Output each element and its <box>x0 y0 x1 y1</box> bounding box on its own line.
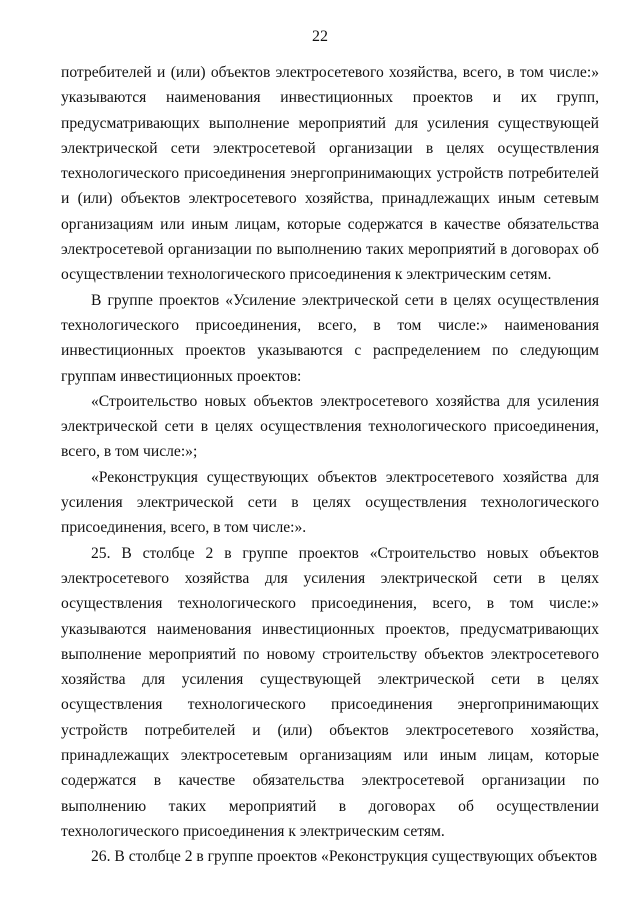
paragraph-group-reinforcement: В группе проектов «Усиление электрической сети в целях осуществления технологического присоединения, всего, в том числе:» наименования инвестиционных проектов указываются с распределением по следующим группам инвестиционных проектов: <box>61 291 599 385</box>
document-body <box>61 60 599 870</box>
paragraph-reconstruction-group: «Реконструкция существующих объектов электросетевого хозяйства для усиления электрической сети в целях осуществления технологического присоединения, всего, в том числе:». <box>61 468 599 537</box>
paragraph-item-25: 25. В столбце 2 в группе проектов «Строительство новых объектов электросетевого хозяйства для усиления электрической сети в целях осуществления технологического присоединения, всего, в том числе:» указываются наименования инвестиционных проектов, предусматривающих выполнение мероприятий по новому строительству объектов электросетевого хозяйства для усиления существующей электрической сети в целях осуществления технологического присоединения энергопринимающих устройств потребителей и (или) объектов электросетевого хозяйства, принадлежащих электросетевым организациям или иным лицам, которые содержатся в качестве обязательства электросетевой организации по выполнению таких мероприятий в договорах об осуществлении технологического присоединения к электрическим сетям. <box>61 544 599 840</box>
paragraph-new-construction-group: «Строительство новых объектов электросетевого хозяйства для усиления электрической сети в целях осуществления технологического присоединения, всего, в том числе:»; <box>61 392 599 461</box>
paragraph-item-26: 26. В столбце 2 в группе проектов «Реконструкция существующих объектов <box>91 848 598 866</box>
paragraph-continuation: потребителей и (или) объектов электросетевого хозяйства, всего, в том числе:» указываются наименования инвестиционных проектов и их групп, предусматривающих выполнение мероприятий для усиления существующей электрической сети электросетевой организации в целях осуществления технологического присоединения энергопринимающих устройств потребителей и (или) объектов электросетевого хозяйства, принадлежащих иным сетевым организациям или иным лицам, которые содержатся в качестве обязательства электросетевой организации по выполнению таких мероприятий в договорах об осуществлении технологического присоединения к электрическим сетям. <box>61 64 599 284</box>
page-number: 22 <box>312 28 328 45</box>
